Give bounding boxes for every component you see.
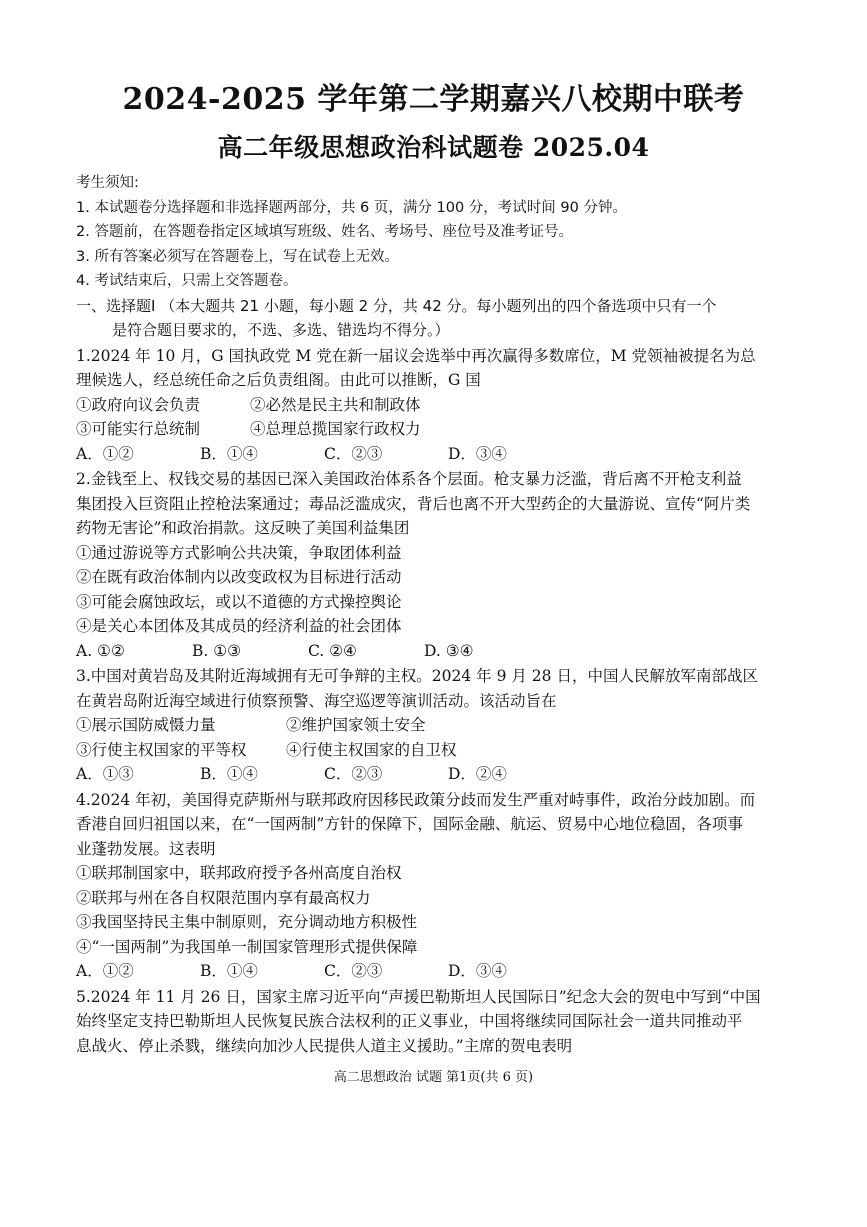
question-2 — [76, 467, 796, 663]
choice-c: C．②③ — [324, 444, 383, 463]
answer-choices — [76, 959, 796, 984]
candidate-notes — [76, 171, 796, 294]
stem-line: 在黄岩岛附近海空域进行侦察预警、海空巡逻等演训活动。该活动旨在 — [76, 691, 557, 710]
answer-choices — [76, 639, 796, 664]
choice-d: D．③④ — [448, 444, 507, 463]
option: ④总理总揽国家行政权力 — [250, 420, 421, 438]
question-3 — [76, 664, 796, 787]
choice-a: A．①③ — [76, 765, 134, 783]
question-4 — [76, 788, 796, 984]
stem-line: 集团投入巨资阻止控枪法案通过；毒品泛滥成灾，背后也离不开大型药企的大量游说、宣传“阿片类 — [76, 494, 751, 513]
choice-a: A．①② — [76, 444, 134, 463]
option: ③行使主权国家的平等权 — [76, 740, 247, 759]
option: ②必然是民主共和制政体 — [250, 395, 421, 414]
note-item: 1. 本试题卷分选择题和非选择题两部分，共 6 页，满分 100 分，考试时间 90 分钟。 — [76, 199, 627, 216]
option: ③可能实行总统制 — [76, 420, 201, 438]
notes-heading: 考生须知: — [76, 175, 139, 191]
question-stem — [76, 664, 796, 713]
option: ④“一国两制”为我国单一制国家管理形式提供保障 — [76, 937, 418, 956]
stem-line: 理候选人，经总统任命之后负责组阁。由此可以推断，G 国 — [76, 371, 481, 389]
question-5 — [76, 985, 796, 1059]
option: ①展示国防威慑力量 — [76, 716, 216, 734]
question-stem — [76, 344, 796, 393]
option: ②在既有政治体制内以改变政权为目标进行活动 — [76, 568, 402, 586]
exam-subtitle: 高二年级思想政治科试题卷 2025.04 — [217, 133, 650, 162]
stem-line: 息战火、停止杀戮，继续向加沙人民提供人道主义援助。”主席的贺电表明 — [76, 1036, 573, 1055]
question-1 — [76, 344, 796, 467]
answer-choices — [76, 762, 796, 787]
option-row — [76, 738, 796, 763]
question-stem — [76, 985, 796, 1059]
exam-title: 2024-2025 学年第二学期嘉兴八校期中联考 — [122, 82, 745, 117]
option: ①通过游说等方式影响公共决策，争取团体利益 — [76, 543, 402, 562]
question-stem — [76, 788, 796, 862]
stem-line: 业蓬勃发展。这表明 — [76, 839, 216, 858]
note-item: 4. 考试结束后，只需上交答题卷。 — [76, 273, 298, 289]
stem-line: 药物无害论”和政治捐款。这反映了美国利益集团 — [76, 519, 410, 537]
section-title-line: 是符合题目要求的，不选、多选、错选均不得分。） — [112, 321, 450, 339]
answer-choices — [76, 442, 796, 467]
page-footer: 高二思想政治 试题 第1页(共 6 页) — [333, 1070, 534, 1085]
choice-b: B．①④ — [200, 444, 258, 463]
page-content — [76, 171, 796, 1058]
stem-line: 始终坚定支持巴勒斯坦人民恢复民族合法权利的正义事业，中国将继续同国际社会一道共同推动平 — [76, 1012, 743, 1030]
choice-d: D. ③④ — [424, 641, 474, 660]
choice-c: C．②③ — [324, 765, 383, 783]
option: ③我国坚持民主集中制原则，充分调动地方积极性 — [76, 913, 418, 931]
choice-d: D．②④ — [448, 765, 507, 783]
choice-d: D．③④ — [448, 962, 507, 980]
choice-b: B．①④ — [200, 962, 258, 980]
choice-c: C．②③ — [324, 962, 383, 980]
option: ①政府向议会负责 — [76, 395, 201, 414]
choice-a: A. ①② — [76, 641, 125, 660]
option: ①联邦制国家中，联邦政府授予各州高度自治权 — [76, 864, 402, 882]
choice-a: A．①② — [76, 962, 134, 980]
note-item: 2. 答题前，在答题卷指定区域填写班级、姓名、考场号、座位号及准考证号。 — [76, 224, 573, 240]
option: ③可能会腐蚀政坛，或以不道德的方式操控舆论 — [76, 592, 402, 611]
choice-b: B. ①③ — [192, 641, 242, 660]
choice-b: B．①④ — [200, 765, 258, 783]
stem-line: 1.2024 年 10 月，G 国执政党 M 党在新一届议会选举中再次赢得多数席位，M 党领袖被提名为总 — [76, 346, 756, 365]
note-item: 3. 所有答案必须写在答题卷上，写在试卷上无效。 — [76, 248, 399, 265]
section-title-line: 一、选择题Ⅰ （本大题共 21 小题，每小题 2 分，共 42 分。每小题列出的四个备选项中只有一个 — [76, 296, 717, 315]
option: ②联邦与州在各自权限范围内享有最高权力 — [76, 888, 371, 907]
section-heading — [76, 294, 796, 343]
stem-line: 2.金钱至上、权钱交易的基因已深入美国政治体系各个层面。枪支暴力泛滥，背后离不开枪支利益 — [76, 470, 742, 488]
option: ②维护国家领土安全 — [286, 716, 426, 734]
stem-line: 3.中国对黄岩岛及其附近海域拥有无可争辩的主权。2024 年 9 月 28 日，中国人民解放军南部战区 — [76, 667, 758, 685]
question-stem — [76, 467, 796, 541]
stem-line: 香港自回归祖国以来，在“一国两制”方针的保障下，国际金融、航运、贸易中心地位稳固，各项事 — [76, 815, 743, 833]
option: ④行使主权国家的自卫权 — [286, 740, 457, 759]
stem-line: 5.2024 年 11 月 26 日，国家主席习近平向“声援巴勒斯坦人民国际日”纪念大会的贺电中写到“中国 — [76, 987, 761, 1006]
option-row — [76, 393, 796, 418]
option: ④是关心本团体及其成员的经济利益的社会团体 — [76, 617, 402, 635]
stem-line: 4.2024 年初，美国得克萨斯州与联邦政府因移民政策分歧而发生严重对峙事件，政治分歧加剧。而 — [76, 790, 756, 809]
option-row — [76, 417, 796, 442]
option-row — [76, 713, 796, 738]
choice-c: C. ②④ — [308, 641, 357, 660]
